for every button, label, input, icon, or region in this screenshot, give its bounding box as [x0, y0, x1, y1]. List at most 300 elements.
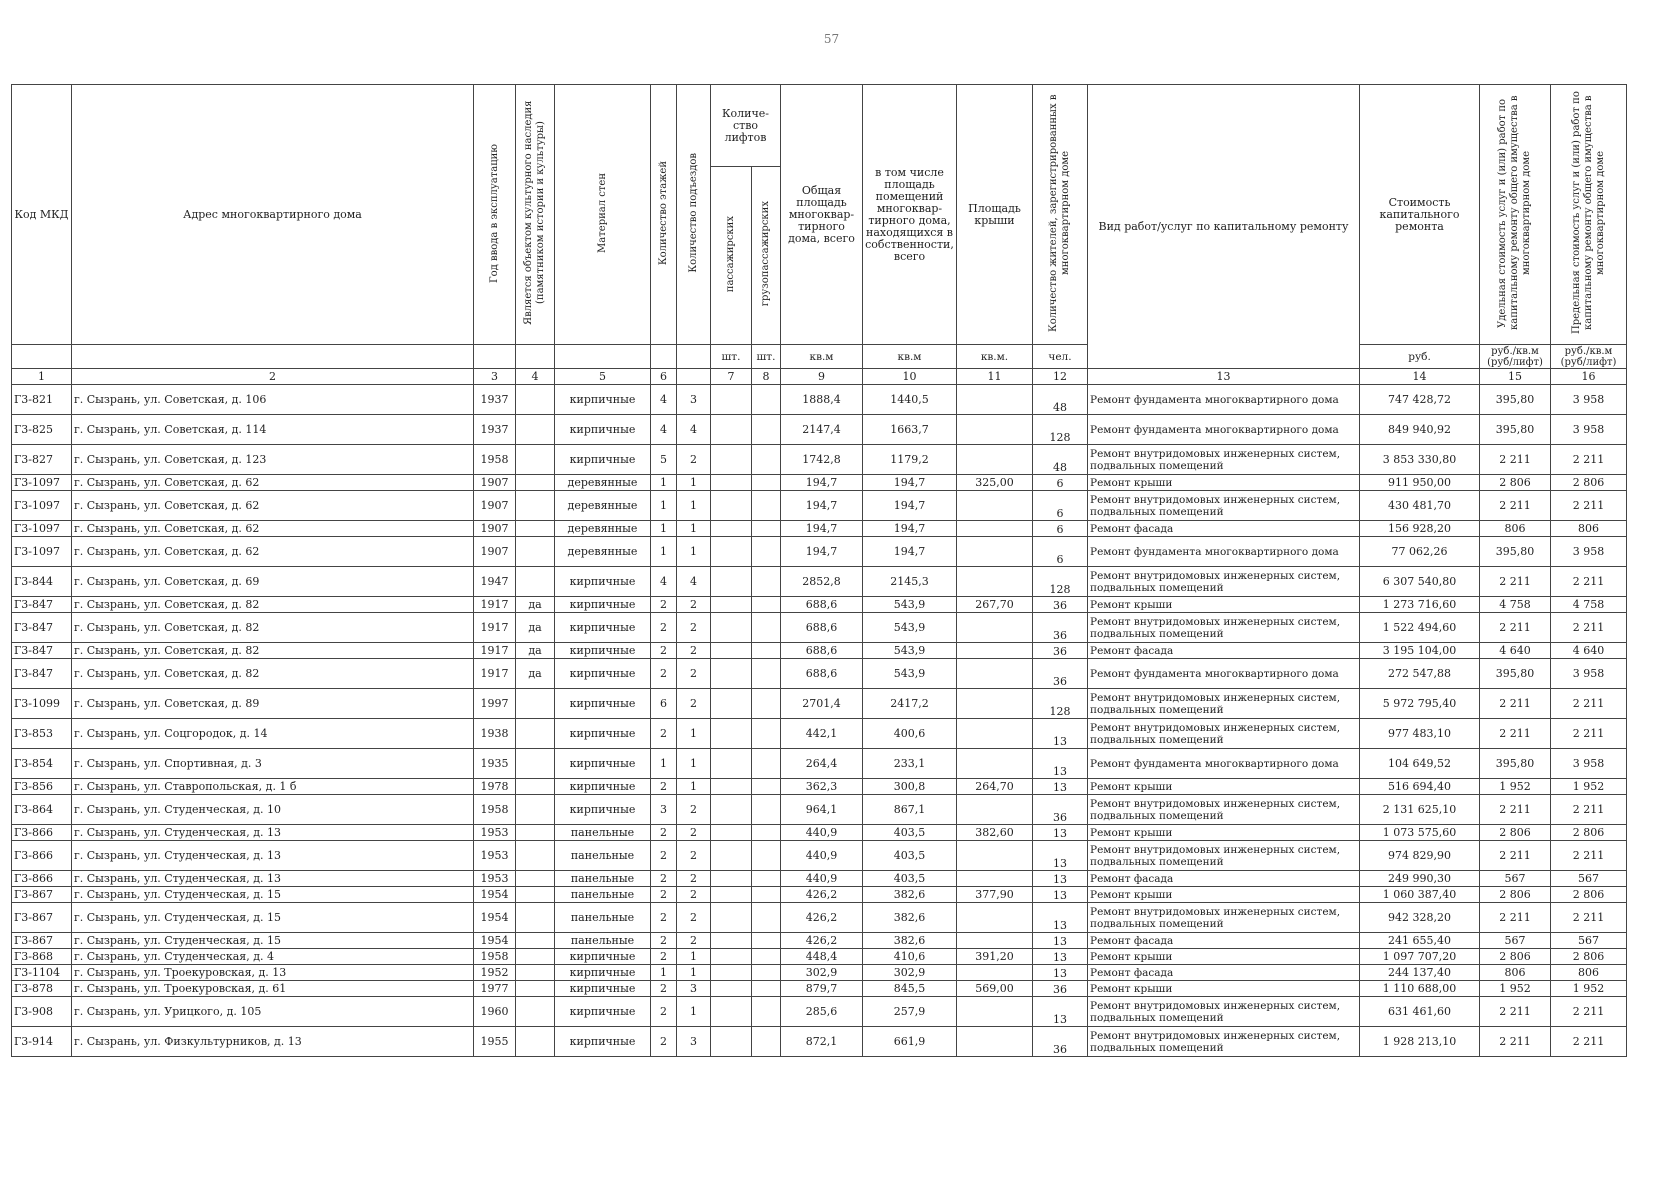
cell-fl: 2: [651, 997, 677, 1027]
cell-uc: 4 758: [1480, 597, 1551, 613]
cell-oa: 233,1: [863, 749, 957, 779]
cell-addr: г. Сызрань, ул. Советская, д. 69: [72, 567, 474, 597]
cell-code: Г3-866: [12, 825, 72, 841]
cell-res: 13: [1033, 779, 1088, 795]
cell-wall: деревянные: [555, 475, 651, 491]
cell-ta: 194,7: [781, 537, 863, 567]
cell-lc: [752, 871, 781, 887]
cell-lc: [752, 779, 781, 795]
cell-fl: 2: [651, 613, 677, 643]
cell-her: [516, 949, 555, 965]
unit-wall: [555, 345, 651, 369]
cell-res: 13: [1033, 719, 1088, 749]
header-heritage: [516, 85, 555, 345]
cell-en: 2: [677, 613, 711, 643]
cell-ta: 440,9: [781, 871, 863, 887]
cell-uc: 2 806: [1480, 475, 1551, 491]
cell-ra: [957, 491, 1033, 521]
cell-her: [516, 779, 555, 795]
cell-lp: [711, 903, 752, 933]
cell-ta: 285,6: [781, 997, 863, 1027]
cell-work: Ремонт крыши: [1088, 825, 1360, 841]
cell-ra: 325,00: [957, 475, 1033, 491]
cell-uc: 806: [1480, 521, 1551, 537]
cell-code: Г3-1097: [12, 537, 72, 567]
cell-ta: 194,7: [781, 475, 863, 491]
cell-en: 1: [677, 521, 711, 537]
cell-work: Ремонт внутридомовых инженерных систем, подвальных помещений: [1088, 1027, 1360, 1057]
unit-code: [12, 345, 72, 369]
cell-her: [516, 689, 555, 719]
cell-work: Ремонт внутридомовых инженерных систем, подвальных помещений: [1088, 613, 1360, 643]
cell-lp: [711, 491, 752, 521]
cell-lc: [752, 841, 781, 871]
header-lifts-cargo: [752, 167, 781, 345]
cell-addr: г. Сызрань, ул. Советская, д. 89: [72, 689, 474, 719]
cell-code: Г3-914: [12, 1027, 72, 1057]
cell-ra: [957, 871, 1033, 887]
cell-mc: 2 211: [1551, 491, 1627, 521]
cell-her: [516, 887, 555, 903]
cell-uc: 2 211: [1480, 491, 1551, 521]
cell-ra: [957, 997, 1033, 1027]
header-address: Адрес многоквартирного дома: [72, 85, 474, 345]
column-number: [677, 369, 711, 385]
cell-wall: кирпичные: [555, 1027, 651, 1057]
cell-code: Г3-847: [12, 597, 72, 613]
cell-ta: 879,7: [781, 981, 863, 997]
cell-mc: 2 211: [1551, 445, 1627, 475]
cell-work: Ремонт внутридомовых инженерных систем, подвальных помещений: [1088, 689, 1360, 719]
cell-her: да: [516, 643, 555, 659]
cell-lc: [752, 385, 781, 415]
cell-lp: [711, 415, 752, 445]
cell-en: 3: [677, 385, 711, 415]
cell-res: 6: [1033, 475, 1088, 491]
cell-mc: 2 806: [1551, 475, 1627, 491]
cell-en: 1: [677, 779, 711, 795]
cell-addr: г. Сызрань, ул. Советская, д. 62: [72, 537, 474, 567]
cell-en: 2: [677, 689, 711, 719]
cell-year: 1958: [474, 445, 516, 475]
cell-en: 1: [677, 949, 711, 965]
cell-lc: [752, 903, 781, 933]
cell-addr: г. Сызрань, ул. Студенческая, д. 13: [72, 841, 474, 871]
cell-mc: 1 952: [1551, 779, 1627, 795]
cell-cost: 156 928,20: [1360, 521, 1480, 537]
column-number: 4: [516, 369, 555, 385]
cell-work: Ремонт фундамента многоквартирного дома: [1088, 537, 1360, 567]
cell-cost: 430 481,70: [1360, 491, 1480, 521]
cell-res: 128: [1033, 415, 1088, 445]
cell-ta: 440,9: [781, 825, 863, 841]
column-number: 13: [1088, 369, 1360, 385]
cell-year: 1907: [474, 537, 516, 567]
cell-oa: 2145,3: [863, 567, 957, 597]
cell-mc: 3 958: [1551, 415, 1627, 445]
cell-en: 2: [677, 933, 711, 949]
table-row: [12, 949, 1627, 965]
cell-wall: кирпичные: [555, 719, 651, 749]
cell-addr: г. Сызрань, ул. Советская, д. 82: [72, 597, 474, 613]
cell-work: Ремонт внутридомовых инженерных систем, подвальных помещений: [1088, 719, 1360, 749]
cell-fl: 2: [651, 597, 677, 613]
cell-year: 1917: [474, 613, 516, 643]
cell-year: 1977: [474, 981, 516, 997]
cell-res: 13: [1033, 903, 1088, 933]
cell-year: 1954: [474, 933, 516, 949]
unit-address: [72, 345, 474, 369]
cell-uc: 2 211: [1480, 1027, 1551, 1057]
cell-res: 36: [1033, 981, 1088, 997]
cell-oa: 2417,2: [863, 689, 957, 719]
cell-mc: 4 758: [1551, 597, 1627, 613]
cell-wall: кирпичные: [555, 415, 651, 445]
cell-en: 4: [677, 415, 711, 445]
cell-fl: 1: [651, 537, 677, 567]
cell-mc: 2 211: [1551, 613, 1627, 643]
cell-lc: [752, 597, 781, 613]
cell-work: Ремонт крыши: [1088, 475, 1360, 491]
cell-work: Ремонт фундамента многоквартирного дома: [1088, 749, 1360, 779]
cell-ra: [957, 537, 1033, 567]
header-wall-label: Материал стен: [596, 173, 608, 253]
cell-oa: 400,6: [863, 719, 957, 749]
cell-res: 13: [1033, 997, 1088, 1027]
cell-work: Ремонт внутридомовых инженерных систем, подвальных помещений: [1088, 997, 1360, 1027]
cell-cost: 516 694,40: [1360, 779, 1480, 795]
header-code: Код МКД: [12, 85, 72, 345]
cell-res: 13: [1033, 841, 1088, 871]
cell-wall: кирпичные: [555, 597, 651, 613]
cell-year: 1917: [474, 659, 516, 689]
cell-oa: 403,5: [863, 871, 957, 887]
cell-lp: [711, 689, 752, 719]
header-floors-label: Количество этажей: [657, 160, 669, 266]
cell-en: 2: [677, 871, 711, 887]
cell-lp: [711, 597, 752, 613]
cell-lp: [711, 949, 752, 965]
cell-mc: 3 958: [1551, 659, 1627, 689]
cell-work: Ремонт внутридомовых инженерных систем, подвальных помещений: [1088, 491, 1360, 521]
cell-uc: 395,80: [1480, 385, 1551, 415]
cell-her: [516, 415, 555, 445]
cell-ra: [957, 841, 1033, 871]
cell-her: [516, 385, 555, 415]
cell-addr: г. Сызрань, ул. Советская, д. 82: [72, 613, 474, 643]
cell-ta: 426,2: [781, 887, 863, 903]
cell-ta: 688,6: [781, 597, 863, 613]
cell-year: 1937: [474, 385, 516, 415]
cell-cost: 1 110 688,00: [1360, 981, 1480, 997]
header-unit-cost: [1480, 85, 1551, 345]
cell-cost: 241 655,40: [1360, 933, 1480, 949]
cell-cost: 5 972 795,40: [1360, 689, 1480, 719]
cell-en: 1: [677, 965, 711, 981]
table-row: [12, 749, 1627, 779]
cell-ta: 2852,8: [781, 567, 863, 597]
cell-ta: 264,4: [781, 749, 863, 779]
table-row: [12, 903, 1627, 933]
cell-ra: [957, 933, 1033, 949]
cell-addr: г. Сызрань, ул. Троекуровская, д. 61: [72, 981, 474, 997]
unit-owned-area: кв.м: [863, 345, 957, 369]
column-number: 7: [711, 369, 752, 385]
cell-wall: кирпичные: [555, 613, 651, 643]
cell-oa: 302,9: [863, 965, 957, 981]
cell-code: Г3-853: [12, 719, 72, 749]
cell-year: 1953: [474, 841, 516, 871]
cell-wall: панельные: [555, 903, 651, 933]
cell-wall: кирпичные: [555, 643, 651, 659]
cell-her: [516, 871, 555, 887]
table-row: [12, 997, 1627, 1027]
cell-cost: 6 307 540,80: [1360, 567, 1480, 597]
table-row: [12, 965, 1627, 981]
cell-fl: 1: [651, 965, 677, 981]
table-row: [12, 643, 1627, 659]
cell-uc: 395,80: [1480, 659, 1551, 689]
table-row: [12, 689, 1627, 719]
unit-total-area: кв.м: [781, 345, 863, 369]
cell-cost: 911 950,00: [1360, 475, 1480, 491]
cell-res: 36: [1033, 643, 1088, 659]
cell-ra: [957, 689, 1033, 719]
unit-entrances: [677, 345, 711, 369]
cell-ta: 2147,4: [781, 415, 863, 445]
cell-work: Ремонт крыши: [1088, 597, 1360, 613]
table-row: [12, 887, 1627, 903]
cell-lp: [711, 385, 752, 415]
cell-wall: кирпичные: [555, 981, 651, 997]
table-row: [12, 779, 1627, 795]
cell-work: Ремонт внутридомовых инженерных систем, подвальных помещений: [1088, 567, 1360, 597]
cell-res: 13: [1033, 887, 1088, 903]
cell-oa: 257,9: [863, 997, 957, 1027]
cell-year: 1958: [474, 795, 516, 825]
cell-fl: 2: [651, 825, 677, 841]
cell-ra: [957, 415, 1033, 445]
cell-lc: [752, 795, 781, 825]
cell-lp: [711, 567, 752, 597]
cell-uc: 395,80: [1480, 749, 1551, 779]
cell-lc: [752, 659, 781, 689]
cell-lp: [711, 825, 752, 841]
cell-mc: 2 211: [1551, 567, 1627, 597]
cell-cost: 977 483,10: [1360, 719, 1480, 749]
cell-res: 36: [1033, 597, 1088, 613]
cell-ra: [957, 795, 1033, 825]
cell-lp: [711, 475, 752, 491]
cell-wall: деревянные: [555, 537, 651, 567]
cell-addr: г. Сызрань, ул. Советская, д. 62: [72, 475, 474, 491]
cell-wall: кирпичные: [555, 445, 651, 475]
cell-cost: 249 990,30: [1360, 871, 1480, 887]
table-row: [12, 537, 1627, 567]
cell-cost: 2 131 625,10: [1360, 795, 1480, 825]
cell-uc: 567: [1480, 871, 1551, 887]
cell-mc: 2 806: [1551, 949, 1627, 965]
cell-oa: 1663,7: [863, 415, 957, 445]
unit-floors: [651, 345, 677, 369]
cell-lp: [711, 779, 752, 795]
cell-res: 36: [1033, 1027, 1088, 1057]
cell-lc: [752, 981, 781, 997]
cell-wall: панельные: [555, 825, 651, 841]
cell-wall: кирпичные: [555, 795, 651, 825]
cell-en: 2: [677, 659, 711, 689]
cell-res: 13: [1033, 949, 1088, 965]
cell-her: [516, 825, 555, 841]
cell-code: Г3-821: [12, 385, 72, 415]
cell-wall: деревянные: [555, 491, 651, 521]
cell-code: Г3-844: [12, 567, 72, 597]
cell-lc: [752, 613, 781, 643]
cell-year: 1938: [474, 719, 516, 749]
cell-cost: 1 097 707,20: [1360, 949, 1480, 965]
cell-wall: кирпичные: [555, 949, 651, 965]
cell-work: Ремонт фундамента многоквартирного дома: [1088, 415, 1360, 445]
unit-year: [474, 345, 516, 369]
cell-cost: 1 073 575,60: [1360, 825, 1480, 841]
cell-fl: 2: [651, 887, 677, 903]
cell-ra: [957, 659, 1033, 689]
header-residents-label: Количество жителей, зарегистрированных в многоквартирном доме: [1048, 94, 1071, 332]
cell-code: Г3-847: [12, 643, 72, 659]
cell-wall: кирпичные: [555, 689, 651, 719]
table-row: [12, 567, 1627, 597]
cell-addr: г. Сызрань, ул. Студенческая, д. 4: [72, 949, 474, 965]
table-row: [12, 871, 1627, 887]
column-number: 8: [752, 369, 781, 385]
cell-work: Ремонт фасада: [1088, 965, 1360, 981]
cell-addr: г. Сызрань, ул. Урицкого, д. 105: [72, 997, 474, 1027]
header-roof-area: Площадь крыши: [957, 85, 1033, 345]
unit-heritage: [516, 345, 555, 369]
cell-work: Ремонт фундамента многоквартирного дома: [1088, 385, 1360, 415]
cell-ta: 442,1: [781, 719, 863, 749]
cell-uc: 4 640: [1480, 643, 1551, 659]
table-row: [12, 445, 1627, 475]
cell-lc: [752, 537, 781, 567]
cell-cost: 3 853 330,80: [1360, 445, 1480, 475]
cell-ra: 382,60: [957, 825, 1033, 841]
cell-oa: 382,6: [863, 887, 957, 903]
capital-repair-table: [11, 84, 1627, 1057]
cell-code: Г3-867: [12, 903, 72, 933]
cell-fl: 2: [651, 1027, 677, 1057]
cell-lp: [711, 521, 752, 537]
cell-oa: 194,7: [863, 521, 957, 537]
cell-mc: 806: [1551, 965, 1627, 981]
cell-wall: панельные: [555, 887, 651, 903]
cell-ra: 391,20: [957, 949, 1033, 965]
column-number: 11: [957, 369, 1033, 385]
cell-lp: [711, 981, 752, 997]
cell-addr: г. Сызрань, ул. Советская, д. 62: [72, 491, 474, 521]
column-number: 12: [1033, 369, 1088, 385]
cell-ta: 448,4: [781, 949, 863, 965]
cell-fl: 2: [651, 933, 677, 949]
cell-res: 128: [1033, 567, 1088, 597]
cell-res: 36: [1033, 795, 1088, 825]
cell-fl: 4: [651, 415, 677, 445]
cell-lp: [711, 643, 752, 659]
cell-her: [516, 719, 555, 749]
cell-work: Ремонт фасада: [1088, 521, 1360, 537]
cell-her: [516, 749, 555, 779]
cell-fl: 5: [651, 445, 677, 475]
cell-ta: 688,6: [781, 643, 863, 659]
cell-cost: 631 461,60: [1360, 997, 1480, 1027]
cell-work: Ремонт внутридомовых инженерных систем, подвальных помещений: [1088, 903, 1360, 933]
cell-cost: 974 829,90: [1360, 841, 1480, 871]
cell-res: 36: [1033, 659, 1088, 689]
cell-code: Г3-868: [12, 949, 72, 965]
cell-code: Г3-854: [12, 749, 72, 779]
cell-ta: 688,6: [781, 659, 863, 689]
cell-code: Г3-1104: [12, 965, 72, 981]
cell-lp: [711, 537, 752, 567]
cell-wall: кирпичные: [555, 965, 651, 981]
cell-year: 1953: [474, 871, 516, 887]
cell-fl: 2: [651, 841, 677, 871]
cell-addr: г. Сызрань, ул. Советская, д. 123: [72, 445, 474, 475]
cell-her: [516, 841, 555, 871]
cell-res: 6: [1033, 537, 1088, 567]
cell-oa: 403,5: [863, 841, 957, 871]
cell-ta: 194,7: [781, 521, 863, 537]
table-row: [12, 981, 1627, 997]
cell-lp: [711, 749, 752, 779]
cell-her: [516, 491, 555, 521]
cell-en: 2: [677, 643, 711, 659]
cell-code: Г3-856: [12, 779, 72, 795]
cell-mc: 2 211: [1551, 795, 1627, 825]
cell-cost: 942 328,20: [1360, 903, 1480, 933]
cell-year: 1960: [474, 997, 516, 1027]
header-max-cost: [1551, 85, 1627, 345]
cell-wall: кирпичные: [555, 659, 651, 689]
cell-mc: 2 211: [1551, 841, 1627, 871]
cell-addr: г. Сызрань, ул. Студенческая, д. 13: [72, 825, 474, 841]
table-row: [12, 719, 1627, 749]
header-heritage-label: Является объектом культурного наследия (памятником истории и культуры): [523, 100, 546, 326]
cell-uc: 2 211: [1480, 841, 1551, 871]
cell-lp: [711, 719, 752, 749]
cell-ta: 688,6: [781, 613, 863, 643]
cell-oa: 382,6: [863, 903, 957, 933]
column-number: 14: [1360, 369, 1480, 385]
cell-lc: [752, 887, 781, 903]
cell-res: 36: [1033, 613, 1088, 643]
column-number: 15: [1480, 369, 1551, 385]
cell-addr: г. Сызрань, ул. Студенческая, д. 10: [72, 795, 474, 825]
cell-oa: 194,7: [863, 491, 957, 521]
cell-year: 1907: [474, 491, 516, 521]
cell-mc: 4 640: [1551, 643, 1627, 659]
cell-addr: г. Сызрань, ул. Ставропольская, д. 1 б: [72, 779, 474, 795]
cell-uc: 2 806: [1480, 825, 1551, 841]
column-number: 16: [1551, 369, 1627, 385]
cell-uc: 2 211: [1480, 719, 1551, 749]
cell-year: 1917: [474, 597, 516, 613]
cell-ra: [957, 965, 1033, 981]
cell-code: Г3-866: [12, 841, 72, 871]
cell-lp: [711, 613, 752, 643]
cell-mc: 567: [1551, 933, 1627, 949]
cell-lc: [752, 965, 781, 981]
